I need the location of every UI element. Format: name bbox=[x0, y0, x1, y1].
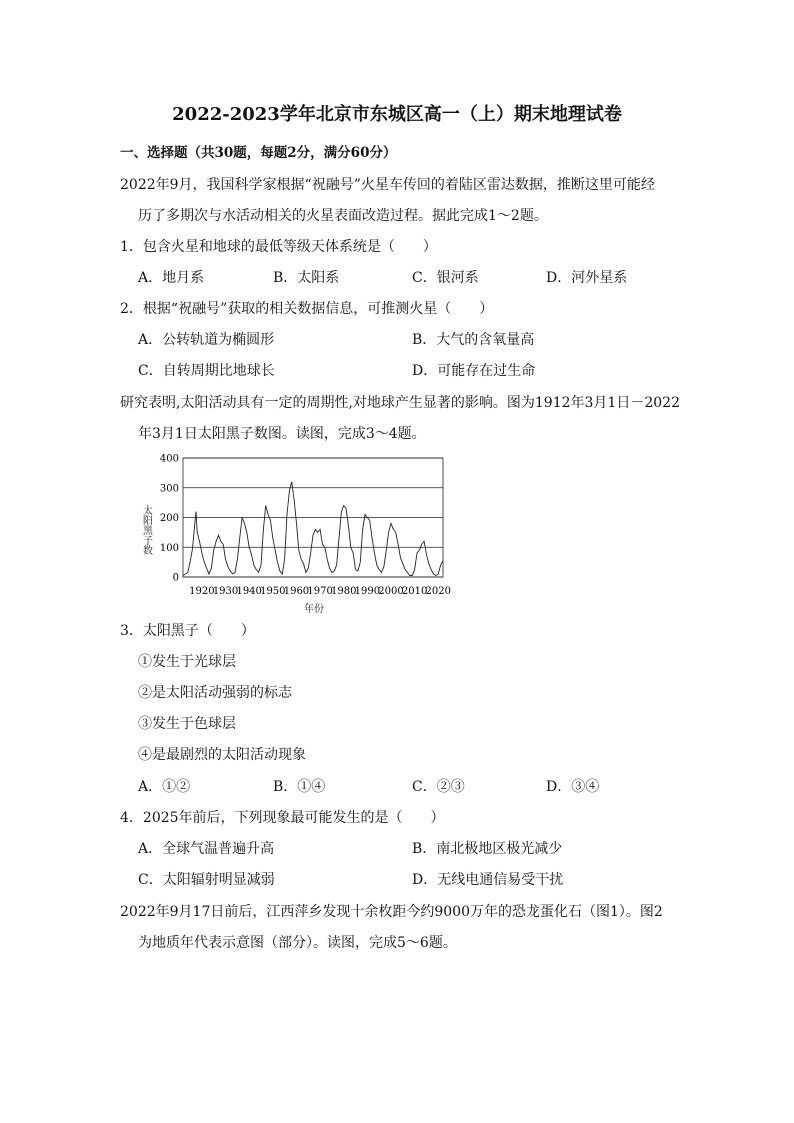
question-4-option-b[interactable]: B．南北极地区极光减少 bbox=[412, 841, 563, 857]
question-1-option-b[interactable]: B．太阳系 bbox=[273, 270, 340, 286]
question-3-option-c[interactable]: C．②③ bbox=[412, 779, 465, 795]
question-3-statement-1: ①发生于光球层 bbox=[138, 654, 236, 670]
x-axis-label: 年份 bbox=[304, 604, 324, 615]
x-tick-label: 2010 bbox=[401, 586, 428, 597]
passage-intro-line2: 历了多期次与水活动相关的火星表面改造过程。据此完成1～2题。 bbox=[138, 208, 548, 224]
question-1-stem: 1．包含火星和地球的最低等级天体系统是（ ） bbox=[120, 239, 437, 255]
question-1-option-c[interactable]: C．银河系 bbox=[412, 270, 479, 286]
question-3-option-a[interactable]: A．①② bbox=[138, 779, 191, 795]
x-tick-label: 1920 bbox=[189, 586, 215, 597]
passage-intro2-line2: 年3月1日太阳黑子数图。读图，完成3～4题。 bbox=[138, 426, 426, 442]
passage-intro2-line1: 研究表明,太阳活动具有一定的周期性,对地球产生显著的影响。图为1912年3月1日－2022 bbox=[120, 395, 680, 411]
y-tick-label: 400 bbox=[159, 453, 179, 465]
question-1-option-d[interactable]: D．河外星系 bbox=[546, 270, 628, 286]
question-2-option-b[interactable]: B．大气的含氧量高 bbox=[412, 332, 535, 348]
x-tick-label: 1950 bbox=[260, 586, 286, 597]
y-tick-label: 200 bbox=[159, 513, 179, 524]
x-tick-label: 1960 bbox=[283, 586, 310, 597]
x-tick-label: 1940 bbox=[236, 586, 262, 597]
x-tick-label: 1970 bbox=[307, 586, 333, 597]
question-3-option-b[interactable]: B．①④ bbox=[273, 779, 326, 795]
y-tick-label: 0 bbox=[172, 572, 179, 584]
y-axis-label: 太阳黑子数 bbox=[140, 505, 152, 555]
question-4-option-c[interactable]: C．太阳辐射明显减弱 bbox=[138, 872, 275, 888]
question-4-option-a[interactable]: A．全球气温普遍升高 bbox=[138, 841, 275, 857]
x-tick-label: 2020 bbox=[425, 586, 451, 597]
question-3-statement-4: ④是最剧烈的太阳活动现象 bbox=[138, 747, 306, 763]
y-tick-label: 300 bbox=[159, 483, 179, 495]
question-2-stem: 2．根据“祝融号”获取的相关数据信息，可推测火星（ ） bbox=[120, 301, 494, 317]
passage-intro3-line2: 为地质年代表示意图（部分）。读图，完成5～6题。 bbox=[138, 935, 457, 951]
question-3-option-d[interactable]: D．③④ bbox=[546, 779, 600, 795]
x-tick-label: 2000 bbox=[378, 586, 404, 597]
sunspot-series-line bbox=[183, 482, 443, 576]
question-2-option-c[interactable]: C．自转周期比地球长 bbox=[138, 363, 275, 379]
question-1-option-a[interactable]: A．地月系 bbox=[138, 270, 205, 286]
question-4-option-d[interactable]: D．无线电通信易受干扰 bbox=[412, 872, 564, 888]
question-3-statement-2: ②是太阳活动强弱的标志 bbox=[138, 685, 292, 701]
question-2-option-d[interactable]: D．可能存在过生命 bbox=[412, 363, 536, 379]
x-tick-label: 1990 bbox=[354, 586, 381, 597]
y-tick-label: 100 bbox=[159, 542, 179, 554]
passage-intro3-line1: 2022年9月17日前后，江西萍乡发现十余枚距今约9000万年的恐龙蛋化石（图1）。图2 bbox=[120, 904, 663, 920]
question-3-stem: 3．太阳黑子（ ） bbox=[120, 623, 255, 639]
sunspot-chart bbox=[136, 450, 456, 616]
passage-intro-line1: 2022年9月，我国科学家根据“祝融号”火星车传回的着陆区雷达数据，推断这里可能经 bbox=[120, 177, 655, 193]
question-2-option-a[interactable]: A．公转轨道为椭圆形 bbox=[138, 332, 275, 348]
x-tick-label: 1980 bbox=[331, 586, 357, 597]
section-heading: 一、选择题（共30题，每题2分，满分60分） bbox=[120, 145, 397, 161]
x-tick-label: 1930 bbox=[212, 586, 239, 597]
question-3-statement-3: ③发生于色球层 bbox=[138, 716, 236, 732]
question-4-stem: 4．2025年前后，下列现象最可能发生的是（ ） bbox=[120, 810, 445, 826]
exam-title: 2022-2023学年北京市东城区高一（上）期末地理试卷 bbox=[172, 104, 622, 125]
